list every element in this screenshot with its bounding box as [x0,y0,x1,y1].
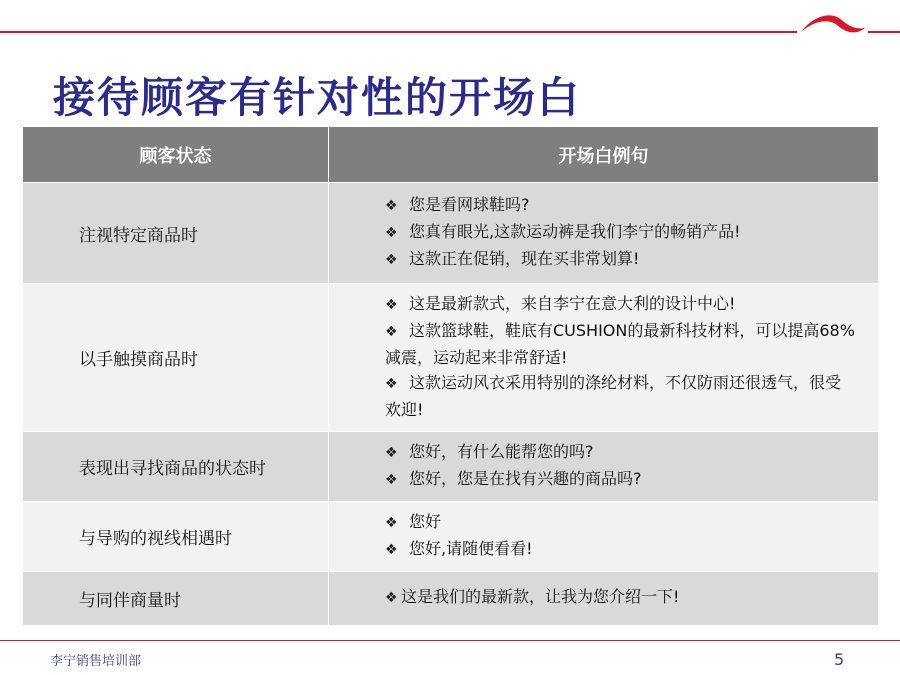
diamond-bullet-icon: ❖ [385,324,398,340]
example-text: 这款运动风衣采用特别的涤纶材料，不仅防雨还很透气，很受欢迎! [385,373,842,419]
example-text: 您好,请随便看看! [409,538,533,558]
example-text: 您真有眼光,这款运动裤是我们李宁的畅销产品! [409,221,741,241]
top-divider-line-right [868,31,900,33]
status-cell: 表现出寻找商品的状态时 [23,432,329,502]
li-ning-logo-icon [799,8,869,40]
example-cell [329,284,879,432]
example-text: 这款篮球鞋，鞋底有CUSHION的最新科技材料，可以提高68%减震，运动起来非常舒适! [385,321,855,367]
status-cell: 与同伴商量时 [23,572,329,626]
example-text: 这是我们的最新款，让我为您介绍一下! [401,587,680,606]
example-line [385,509,856,536]
table-row [23,183,879,284]
bottom-divider-line [0,640,900,641]
table-row [23,502,879,572]
page-title: 接待顾客有针对性的开场白 [53,73,582,122]
header-customer-status: 顾客状态 [23,127,329,183]
example-cell [329,502,879,572]
example-cell [329,183,879,284]
diamond-bullet-icon: ❖ [385,590,398,606]
example-line [385,536,856,563]
table-row [23,432,879,502]
header-opening-examples: 开场白例句 [329,127,879,183]
example-line [385,439,856,466]
diamond-bullet-icon: ❖ [385,376,398,392]
diamond-bullet-icon: ❖ [385,297,398,313]
table-row [23,572,879,626]
example-line [385,192,856,219]
example-line [385,466,856,493]
example-text: 您好，有什么能帮您的吗? [409,441,594,461]
opening-lines-table [22,126,879,626]
diamond-bullet-icon: ❖ [385,541,398,558]
example-text: 您好 [409,511,442,531]
example-line [385,291,856,318]
example-cell [329,432,879,502]
status-cell: 以手触摸商品时 [23,284,329,432]
example-text: 您是看网球鞋吗? [409,194,530,214]
diamond-bullet-icon: ❖ [385,251,398,268]
example-line [385,584,856,611]
example-line [385,370,856,422]
example-line [385,318,856,370]
example-line [385,219,856,246]
example-text: 这是最新款式，来自李宁在意大利的设计中心! [409,294,736,313]
diamond-bullet-icon: ❖ [385,514,398,531]
diamond-bullet-icon: ❖ [385,224,398,241]
table-row [23,284,879,432]
footer-department: 李宁销售培训部 [50,654,142,669]
example-line [385,246,856,273]
diamond-bullet-icon: ❖ [385,471,398,488]
example-text: 您好，您是在找有兴趣的商品吗? [409,468,642,488]
diamond-bullet-icon: ❖ [385,197,398,214]
diamond-bullet-icon: ❖ [385,444,398,461]
page-number: 5 [834,650,845,669]
table-header-row [23,127,879,183]
example-text: 这款正在促销，现在买非常划算! [409,248,640,268]
top-divider-line [0,31,797,33]
status-cell: 与导购的视线相遇时 [23,502,329,572]
example-cell [329,572,879,626]
status-cell: 注视特定商品时 [23,183,329,284]
